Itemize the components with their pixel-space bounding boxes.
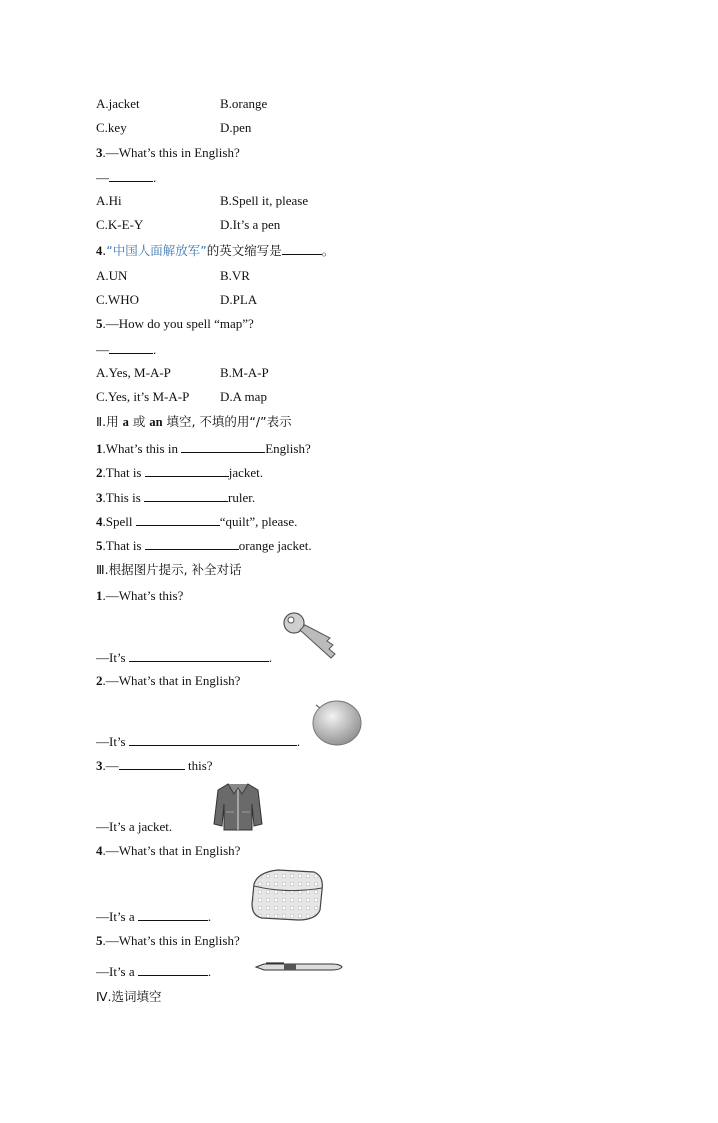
item-text: .That is [102, 538, 145, 553]
item-number: 3 [96, 490, 103, 505]
dash: — [96, 342, 109, 357]
item-number: 2 [96, 465, 103, 480]
item-text: this? [184, 758, 213, 773]
period: 。 [321, 243, 335, 258]
item-text: ruler. [228, 490, 256, 505]
item-number: 1 [96, 441, 103, 456]
s2-item-2 [96, 464, 263, 481]
q5-option-d: D.A map [220, 389, 267, 404]
period: . [153, 342, 157, 357]
dot: . [102, 243, 107, 258]
item-number: 5 [96, 933, 103, 948]
item-text: .Spell [102, 514, 136, 529]
s2-item-3 [96, 489, 255, 506]
q4-question [96, 242, 334, 259]
item-number: 2 [96, 673, 103, 688]
item-text: .—What’s this in English? [102, 933, 240, 948]
q3-text: .—What’s this in English? [102, 145, 240, 160]
answer-blank[interactable] [129, 733, 297, 746]
item-text: —It’s [96, 734, 129, 749]
item-text: .— [102, 758, 119, 773]
s3-item-4-answer [96, 908, 211, 925]
word-a: a [122, 415, 129, 429]
s3-item-4-question [96, 843, 240, 859]
section-2-instruction: 填空, 不填的用“/”表示 [162, 414, 292, 429]
q3-option-a: A.Hi [96, 193, 122, 208]
period: . [268, 650, 273, 665]
q5-question [96, 316, 254, 332]
answer-blank[interactable] [138, 963, 208, 976]
item-number: 4 [96, 514, 103, 529]
section-3-title: Ⅲ.根据图片提示, 补全对话 [96, 562, 242, 577]
q4-option-b: B.VR [220, 268, 250, 283]
answer-blank[interactable] [145, 464, 229, 477]
q2-option-d: D.pen [220, 120, 252, 135]
period: . [207, 909, 212, 924]
s3-item-3-question [96, 757, 213, 774]
q3-number: 3 [96, 145, 103, 160]
s3-item-1-question [96, 588, 183, 604]
item-text: orange jacket. [238, 538, 312, 553]
section-2-label: Ⅱ.用 [96, 414, 123, 429]
item-number: 5 [96, 538, 103, 553]
pencil-case-icon [248, 864, 326, 924]
answer-blank[interactable] [282, 242, 322, 255]
q3-option-c: C.K-E-Y [96, 217, 144, 232]
item-text: .This is [102, 490, 145, 505]
item-text: .What’s this in [102, 441, 182, 456]
item-text: .—What’s that in English? [102, 673, 241, 688]
q4-option-c: C.WHO [96, 292, 139, 307]
s3-item-3-answer: —It’s a jacket. [96, 819, 173, 834]
item-text: .—What’s this? [102, 588, 184, 603]
s3-item-5-question [96, 933, 240, 949]
q5-text: .—How do you spell “map”? [102, 316, 254, 331]
answer-blank[interactable] [119, 757, 185, 770]
pen-icon [254, 960, 344, 974]
item-text: —It’s a [96, 909, 138, 924]
jacket-icon [212, 780, 264, 832]
s2-item-4 [96, 513, 297, 530]
item-text: .That is [102, 465, 145, 480]
period: . [296, 734, 301, 749]
answer-blank[interactable] [109, 169, 153, 182]
dash: — [96, 170, 109, 185]
q4-text: 的英文缩写是 [206, 243, 282, 258]
answer-blank[interactable] [138, 908, 208, 921]
q5-option-a: A.Yes, M-A-P [96, 365, 171, 380]
s3-item-2-question [96, 673, 240, 689]
q4-quote: “中国人面解放军” [106, 243, 207, 258]
q2-option-b: B.orange [220, 96, 268, 111]
item-number: 4 [96, 843, 103, 858]
q4-option-d: D.PLA [220, 292, 258, 307]
q3-question [96, 145, 240, 161]
q5-answer-line [96, 341, 156, 358]
section-2-or: 或 [128, 414, 150, 429]
s3-item-5-answer [96, 963, 211, 980]
q4-option-a: A.UN [96, 268, 128, 283]
q5-number: 5 [96, 316, 103, 331]
q4-number: 4 [96, 244, 103, 258]
q5-option-c: C.Yes, it’s M-A-P [96, 389, 190, 404]
s2-item-1 [96, 440, 311, 457]
item-number: 3 [96, 758, 103, 773]
word-an: an [149, 415, 163, 429]
q2-option-a: A.jacket [96, 96, 140, 111]
item-text: —It’s [96, 650, 129, 665]
orange-icon [310, 697, 364, 747]
answer-blank[interactable] [109, 341, 153, 354]
item-text: —It’s a [96, 964, 138, 979]
item-text: jacket. [228, 465, 264, 480]
item-text: “quilt”, please. [219, 514, 298, 529]
answer-blank[interactable] [181, 440, 265, 453]
s2-item-5 [96, 537, 312, 554]
item-number: 1 [96, 588, 103, 603]
s3-item-2-answer [96, 733, 300, 750]
key-icon [281, 610, 341, 664]
q2-option-c: C.key [96, 120, 127, 135]
section-4-title: Ⅳ.选词填空 [96, 989, 162, 1004]
answer-blank[interactable] [144, 489, 228, 502]
answer-blank[interactable] [136, 513, 220, 526]
section-2-title [96, 414, 292, 430]
answer-blank[interactable] [129, 649, 269, 662]
period: . [153, 170, 157, 185]
q5-option-b: B.M-A-P [220, 365, 269, 380]
answer-blank[interactable] [145, 537, 239, 550]
item-text: .—What’s that in English? [102, 843, 241, 858]
q3-option-d: D.It’s a pen [220, 217, 281, 232]
q3-answer-line [96, 169, 156, 186]
item-text: English? [265, 441, 311, 456]
period: . [207, 964, 212, 979]
q3-option-b: B.Spell it, please [220, 193, 309, 208]
s3-item-1-answer [96, 649, 272, 666]
